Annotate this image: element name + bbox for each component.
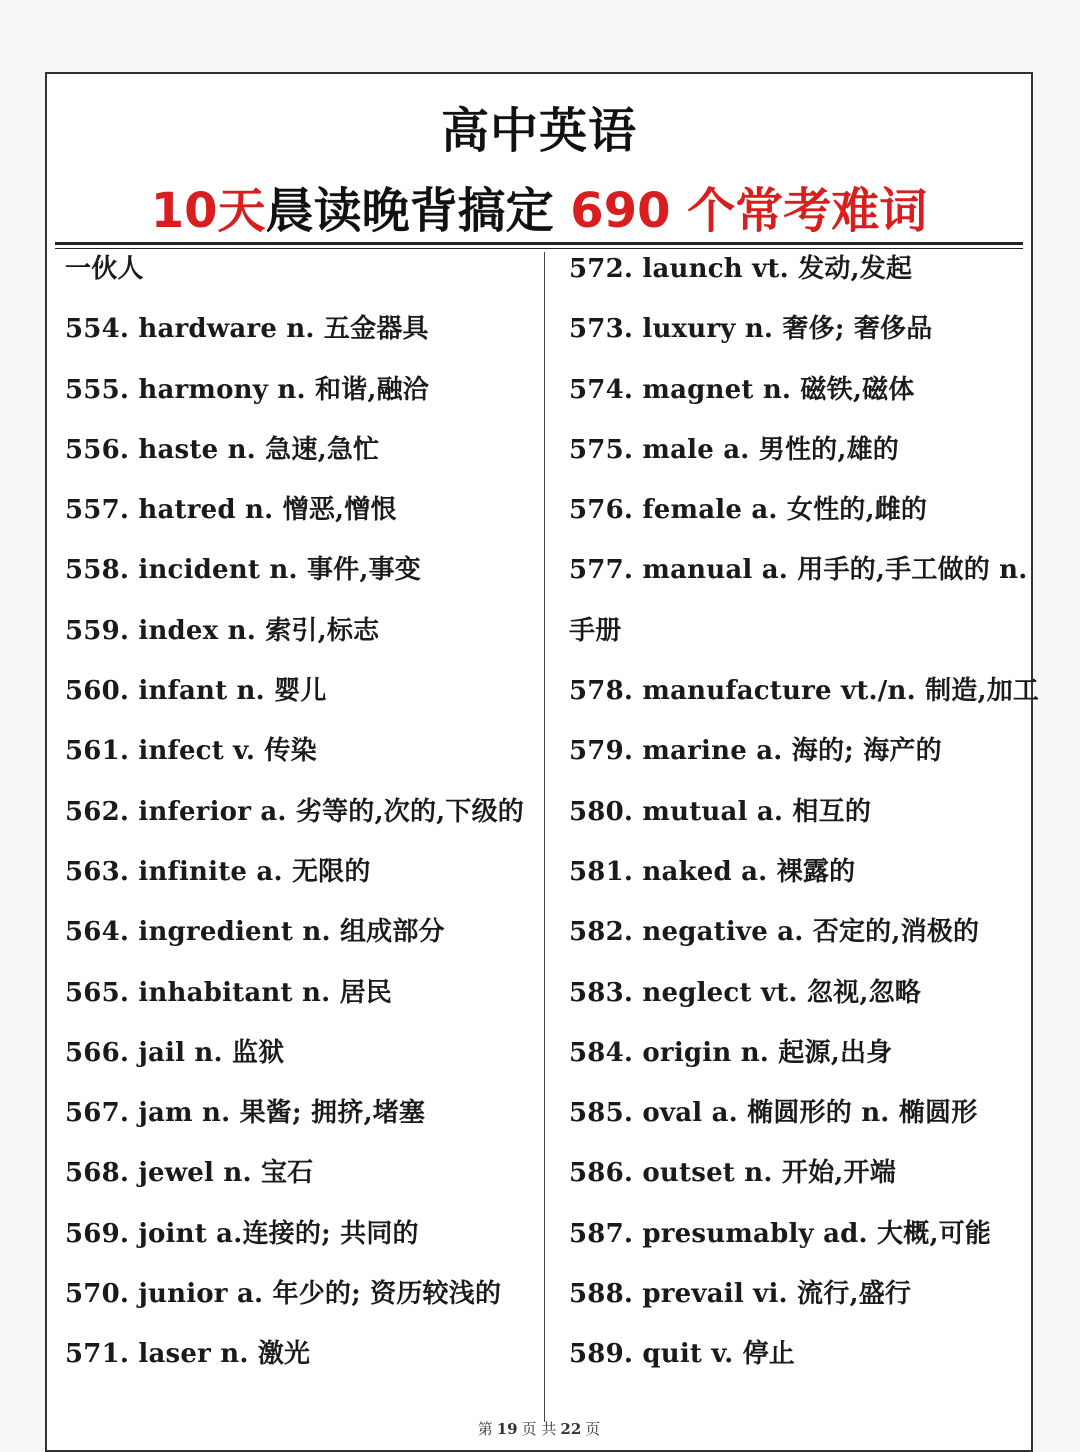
vocab-line: 564. ingredient n. 组成部分	[65, 917, 445, 948]
subtitle-word-count: 690	[570, 183, 671, 239]
vocab-line: 580. mutual a. 相互的	[569, 796, 872, 827]
footer-total-pages: 22	[560, 1420, 582, 1438]
vocab-line: 559. index n. 索引,标志	[65, 615, 380, 646]
subtitle-days-word: 天	[217, 183, 266, 239]
vocab-line: 560. infant n. 婴儿	[65, 676, 327, 707]
header-rule	[55, 242, 1023, 245]
vocab-line: 573. luxury n. 奢侈; 奢侈品	[569, 314, 933, 345]
vocab-line: 562. inferior a. 劣等的,次的,下级的	[65, 796, 525, 827]
page-footer	[47, 1418, 1031, 1439]
vocab-line: 557. hatred n. 憎恶,憎恨	[65, 495, 397, 526]
vocab-line: 572. launch vt. 发动,发起	[569, 254, 913, 284]
subtitle-tail: 个常考难词	[687, 183, 928, 239]
vocab-line: 577. manual a. 用手的,手工做的 n.	[569, 555, 1028, 586]
vocab-line: 574. magnet n. 磁铁,磁体	[569, 374, 915, 405]
vocab-line: 575. male a. 男性的,雄的	[569, 434, 900, 465]
vocab-line: 578. manufacture vt./n. 制造,加工	[569, 676, 1040, 707]
document-page	[45, 72, 1040, 1452]
subtitle-days-number: 10	[150, 183, 218, 239]
vocab-line: 581. naked a. 裸露的	[569, 856, 856, 887]
vocab-line: 587. presumably ad. 大概,可能	[569, 1218, 992, 1249]
vocab-line: 579. marine a. 海的; 海产的	[569, 736, 942, 767]
vocab-line: 588. prevail vi. 流行,盛行	[569, 1279, 912, 1310]
right-column	[569, 246, 1040, 1392]
vocab-line: 554. hardware n. 五金器具	[65, 314, 429, 345]
vocab-line: 567. jam n. 果酱; 拥挤,堵塞	[65, 1098, 426, 1129]
vocab-line: 568. jewel n. 宝石	[65, 1158, 314, 1189]
vocab-line: 589. quit v. 停止	[569, 1339, 795, 1370]
footer-mid: 页 共	[521, 1420, 557, 1438]
vocab-line: 558. incident n. 事件,事变	[65, 555, 422, 586]
footer-suffix: 页	[585, 1420, 601, 1438]
vocab-line: 586. outset n. 开始,开端	[569, 1158, 896, 1189]
vocab-line: 582. negative a. 否定的,消极的	[569, 917, 980, 948]
vocab-line: 583. neglect vt. 忽视,忽略	[569, 977, 921, 1008]
vocab-line: 563. infinite a. 无限的	[65, 856, 371, 887]
page-title: 高中英语	[440, 103, 637, 159]
vocab-line: 584. origin n. 起源,出身	[569, 1037, 893, 1068]
subtitle-phrase: 晨读晚背搞定	[265, 183, 554, 239]
vocab-line: 565. inhabitant n. 居民	[65, 977, 392, 1008]
column-divider	[544, 252, 545, 1422]
vocab-line: 556. haste n. 急速,急忙	[65, 434, 380, 465]
page-subtitle	[47, 172, 1031, 241]
footer-prefix: 第	[477, 1420, 493, 1438]
vocab-line: 585. oval a. 椭圆形的 n. 椭圆形	[569, 1098, 978, 1129]
footer-page-number: 19	[496, 1420, 518, 1438]
vocab-line: 566. jail n. 监狱	[65, 1037, 285, 1068]
vocab-line: 576. female a. 女性的,雌的	[569, 495, 928, 526]
vocab-line: 一伙人	[65, 254, 144, 284]
vocab-line: 555. harmony n. 和谐,融洽	[65, 374, 429, 405]
vocab-line: 569. joint a.连接的; 共同的	[65, 1218, 419, 1249]
vocab-line: 手册	[569, 615, 622, 646]
left-column	[65, 246, 535, 1392]
vocab-line: 561. infect v. 传染	[65, 736, 317, 767]
vocab-line: 571. laser n. 激光	[65, 1339, 311, 1370]
vocab-line: 570. junior a. 年少的; 资历较浅的	[65, 1279, 502, 1310]
